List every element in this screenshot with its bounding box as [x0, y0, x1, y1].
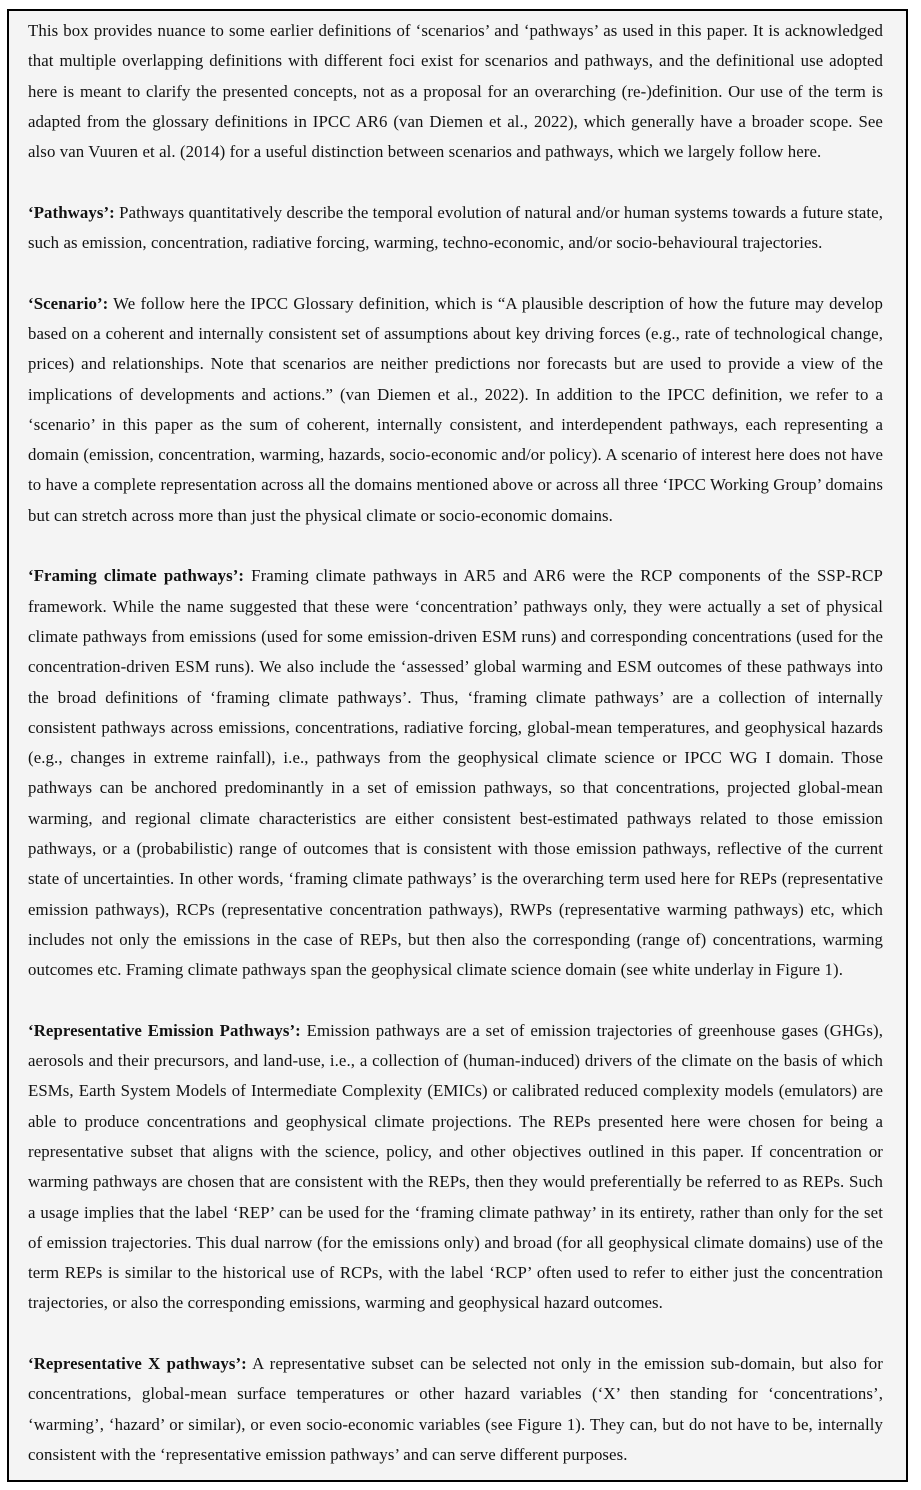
representative-emission-pathways-definition-paragraph — [28, 1016, 883, 1319]
representative-x-pathways-definition-text: A representative subset can be selected not only in the emission sub-domain, but also for concentrations, global-mean surface temperatures or other hazard variables (‘X’ then standing for ‘concentrations’, ‘warming’, ‘hazard’ or similar), or even socio-economic variables (see Figure 1). They can, but do not have to be, internally consistent with the ‘representative emission pathways’ and can serve different purposes. — [28, 1354, 883, 1464]
pathways-definition-text: Pathways quantitatively describe the temporal evolution of natural and/or human systems towards a future state, such as emission, concentration, radiative forcing, warming, techno-economic, and/or socio-behavioural trajectories. — [28, 202, 883, 253]
framing-climate-pathways-definition-text: Framing climate pathways in AR5 and AR6 were the RCP components of the SSP-RCP framework. While the name suggested that these were ‘concentration’ pathways only, they were actually a set of physical climate pathways from emissions (used for some emission-driven ESM runs) and corresponding concentrations (used for the concentration-driven ESM runs). We also include the ‘assessed’ global warming and ESM outcomes of these pathways into the broad definitions of ‘framing climate pathways’. Thus, ‘framing climate pathways’ are a collection of internally consistent pathways across emissions, concentrations, radiative forcing, global-mean temperatures, and geophysical hazards (e.g., changes in extreme rainfall), i.e., pathways from the geophysical climate science or IPCC WG I domain. Those pathways can be anchored predominantly in a set of emission pathways, so that concentrations, projected global-mean warming, and regional climate characteristics are either consistent best-estimated pathways related to those emission pathways, or a (probabilistic) range of outcomes that is consistent with those emission pathways, reflective of the current state of uncertainties. In other words, ‘framing climate pathways’ is the overarching term used here for REPs (representative emission pathways), RCPs (representative concentration pathways), RWPs (representative warming pathways) etc, which includes not only the emissions in the case of REPs, but then also the corresponding (range of) concentrations, warming outcomes etc. Framing climate pathways span the geophysical climate science domain (see white underlay in Figure 1). — [28, 566, 883, 980]
representative-x-pathways-definition-paragraph — [28, 1349, 883, 1470]
pathways-definition-paragraph — [28, 198, 883, 259]
intro-paragraph-text: This box provides nuance to some earlier definitions of ‘scenarios’ and ‘pathways’ as used in this paper. It is acknowledged that multiple overlapping definitions with different foci exist for scenarios and pathways, and the definitional use adopted here is meant to clarify the presented concepts, not as a proposal for an overarching (re-)definition. Our use of the term is adapted from the glossary definitions in IPCC AR6 (van Diemen et al., 2022), which generally have a broader scope. See also van Vuuren et al. (2014) for a useful distinction between scenarios and pathways, which we largely follow here. — [28, 21, 883, 162]
intro-paragraph — [28, 16, 883, 167]
scenario-definition-lead: ‘Scenario’: — [28, 293, 109, 313]
representative-emission-pathways-definition-text: Emission pathways are a set of emission trajectories of greenhouse gases (GHGs), aerosols and their precursors, and land-use, i.e., a collection of (human-induced) drivers of the climate on the basis of which ESMs, Earth System Models of Intermediate Complexity (EMICs) or calibrated reduced complexity models (emulators) are able to produce concentrations and geophysical climate projections. The REPs presented here were chosen for being a representative subset that aligns with the science, policy, and other objectives outlined in this paper. If concentration or warming pathways are chosen that are consistent with the REPs, then they would preferentially be referred to as REPs. Such a usage implies that the label ‘REP’ can be used for the ‘framing climate pathway’ in its entirety, rather than only for the set of emission trajectories. This dual narrow (for the emissions only) and broad (for all geophysical climate domains) use of the term REPs is similar to the historical use of RCPs, with the label ‘RCP’ often used to refer to either just the concentration trajectories, or also the corresponding emissions, warming and geophysical hazard outcomes. — [28, 1020, 883, 1313]
framing-climate-pathways-definition-paragraph — [28, 561, 883, 985]
scenario-definition-paragraph — [28, 289, 883, 531]
framing-climate-pathways-definition-lead: ‘Framing climate pathways’: — [28, 566, 245, 586]
representative-emission-pathways-definition-lead: ‘Representative Emission Pathways’: — [28, 1020, 301, 1040]
definitions-box — [7, 9, 908, 1482]
representative-x-pathways-definition-lead: ‘Representative X pathways’: — [28, 1354, 247, 1374]
pathways-definition-lead: ‘Pathways’: — [28, 202, 115, 222]
scenario-definition-text: We follow here the IPCC Glossary definition, which is “A plausible description of how the future may develop based on a coherent and internally consistent set of assumptions about key driving forces (e.g., rate of technological change, prices) and relationships. Note that scenarios are neither predictions nor forecasts but are used to provide a view of the implications of developments and actions.” (van Diemen et al., 2022). In addition to the IPCC definition, we refer to a ‘scenario’ in this paper as the sum of coherent, internally consistent, and interdependent pathways, each representing a domain (emission, concentration, warming, hazards, socio-economic and/or policy). A scenario of interest here does not have to have a complete representation across all the domains mentioned above or across all three ‘IPCC Working Group’ domains but can stretch across more than just the physical climate or socio-economic domains. — [28, 293, 883, 525]
